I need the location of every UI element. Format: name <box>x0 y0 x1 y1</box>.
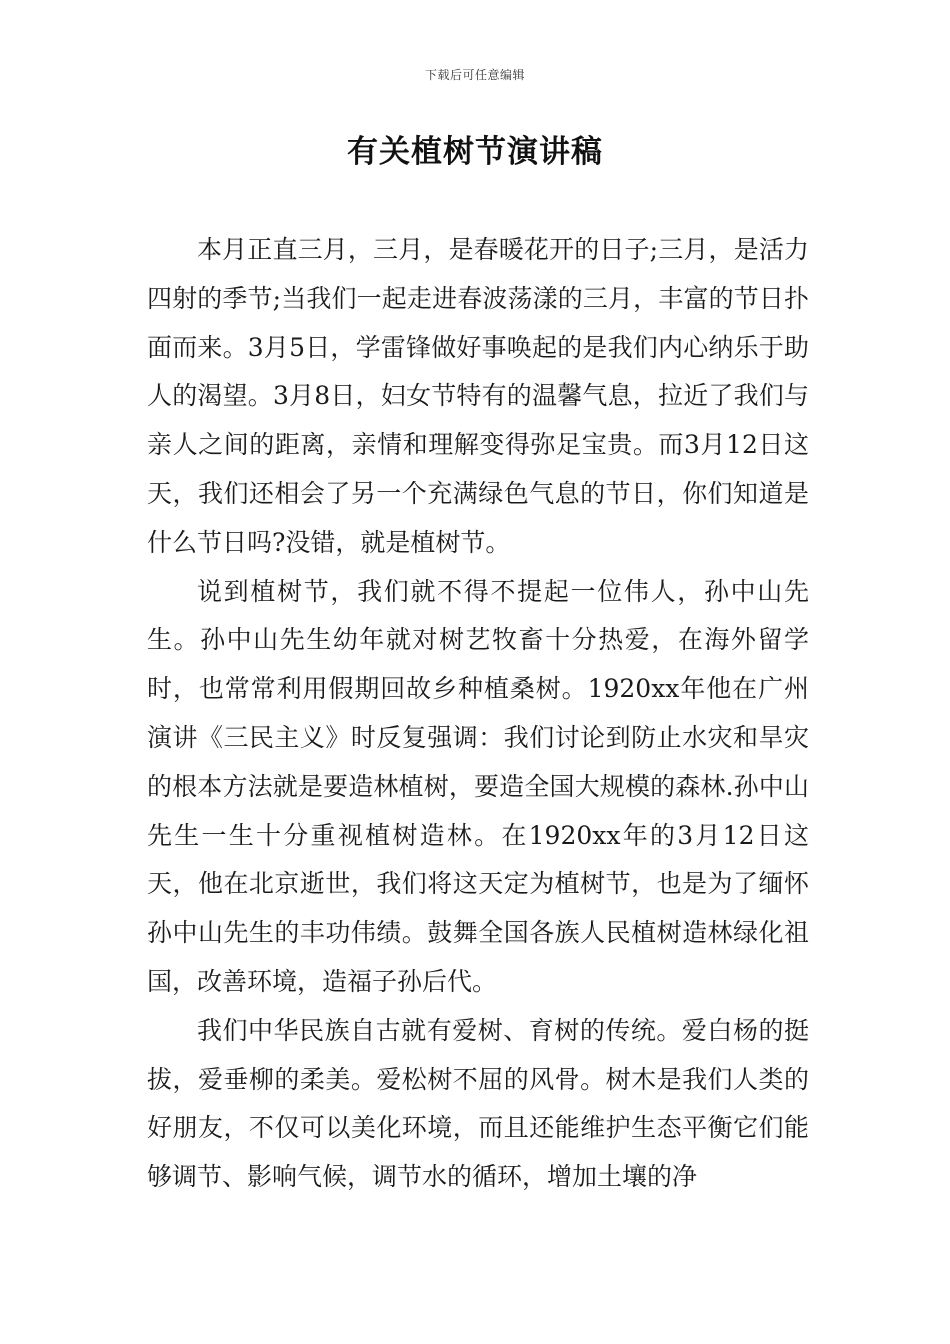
document-title: 有关植树节演讲稿 <box>347 134 603 170</box>
header-note: 下载后可任意编辑 <box>424 68 525 82</box>
paragraph: 本月正直三月，三月，是春暖花开的日子;三月，是活力四射的季节;当我们一起走进春波荡漾的三月，丰富的节日扑面而来。3月5日，学雷锋做好事唤起的是我们内心纳乐于助人的渴望。3月8日，妇女节特有的温馨气息，拉近了我们与亲人之间的距离，亲情和理解变得弥足宝贵。而3月12日这天，我们还相会了另一个充满绿色气息的节日，你们知道是什么节日吗?没错，就是植树节。 <box>147 235 809 557</box>
document-body <box>147 226 809 1202</box>
paragraph: 我们中华民族自古就有爱树、育树的传统。爱白杨的挺拔，爱垂柳的柔美。爱松树不屈的风骨。树木是我们人类的好朋友，不仅可以美化环境，而且还能维护生态平衡它们能够调节、影响气候，调节水的循环，增加土壤的净 <box>147 1015 809 1192</box>
paragraph: 说到植树节，我们就不得不提起一位伟人，孙中山先生。孙中山先生幼年就对树艺牧畜十分热爱，在海外留学时，也常常利用假期回故乡种植桑树。1920xx年他在广州演讲《三民主义》时反复强调：我们讨论到防止水灾和旱灾的根本方法就是要造林植树，要造全国大规模的森林.孙中山先生一生十分重视植树造林。在1920xx年的3月12日这天，他在北京逝世，我们将这天定为植树节，也是为了缅怀孙中山先生的丰功伟绩。鼓舞全国各族人民植树造林绿化祖国，改善环境，造福子孙后代。 <box>147 576 809 996</box>
